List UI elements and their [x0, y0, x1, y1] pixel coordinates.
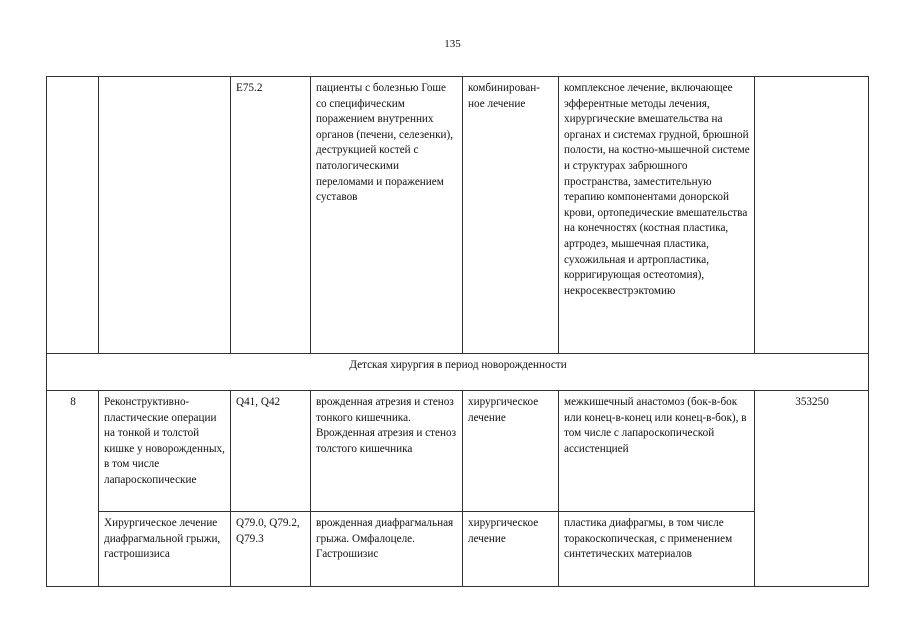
treatment-type-cell: хирургическое лечение [463, 512, 559, 587]
patient-model-cell: пациенты с болезнью Гоше со специфическим поражением внутренних органов (печени, селезенки), деструкцией костей с патологическими переломами и поражением суставов [311, 77, 463, 354]
row-number-cell: 8 [47, 391, 99, 587]
treatment-method-cell: пластика диафрагмы, в том числе торакоскопическая, с применением синтетических материалов [559, 512, 755, 587]
treatment-method-cell: комплексное лечение, включающее эфферентные методы лечения, хирургические вмешательства на органах и системах грудной, брюшной полости, на костно-мышечной системе и структурах забрюшного пространства, заместительную терапию компонентами донорской крови, ортопедические вмешательства на конечностях (костная пластика, артродез, мышечная пластика, сухожильная и артропластика, корригирующая остеотомия), некросеквестрэктомию [559, 77, 755, 354]
icd-code-cell: Q79.0, Q79.2, Q79.3 [231, 512, 311, 587]
patient-model-cell: врожденная диафрагмальная грыжа. Омфалоцеле. Гастрошизис [311, 512, 463, 587]
icd-code-cell: Q41, Q42 [231, 391, 311, 512]
table-row-e75 [47, 77, 869, 354]
care-type-cell [99, 77, 231, 354]
cost-cell: 353250 [755, 391, 869, 587]
treatment-type-cell: комбинирован-ное лечение [463, 77, 559, 354]
section-header-row [47, 354, 869, 391]
patient-model-cell: врожденная атрезия и стеноз тонкого кишечника. Врожденная атрезия и стеноз толстого кишечника [311, 391, 463, 512]
page-number: 135 [444, 38, 461, 50]
row-number-cell [47, 77, 99, 354]
table-row-8-intestine [47, 391, 869, 512]
care-type-cell: Хирургическое лечение диафрагмальной грыжи, гастрошизиса [99, 512, 231, 587]
medical-care-table [46, 76, 869, 587]
section-title: Детская хирургия в период новорожденности [47, 354, 869, 391]
treatment-method-cell: межкишечный анастомоз (бок-в-бок или конец-в-конец или конец-в-бок), в том числе с лапароскопической ассистенцией [559, 391, 755, 512]
care-type-cell: Реконструктивно-пластические операции на тонкой и толстой кишке у новорожденных, в том числе лапароскопические [99, 391, 231, 512]
cost-cell [755, 77, 869, 354]
treatment-type-cell: хирургическое лечение [463, 391, 559, 512]
table-row-8-diaphragm [47, 512, 869, 587]
icd-code-cell: E75.2 [231, 77, 311, 354]
